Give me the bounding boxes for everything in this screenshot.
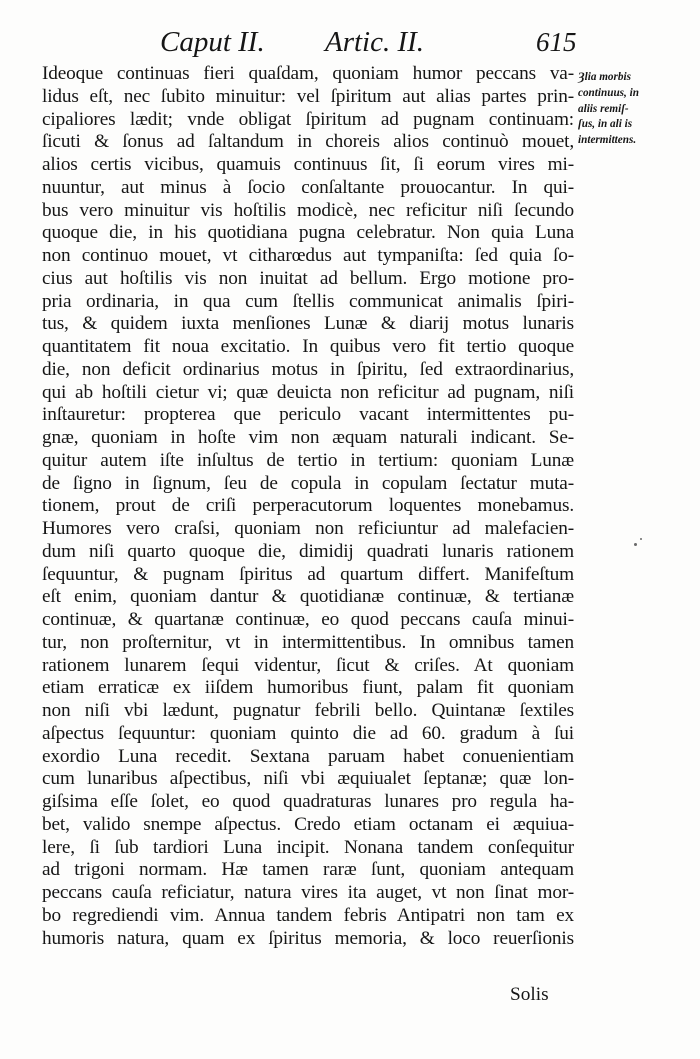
marginal-note-line: continuus, in <box>578 86 639 99</box>
text-line: etiam erraticæ ex iiſdem humoribus fiunt, palam fit quoniam <box>42 677 574 699</box>
text-line: cius aut hoſtilis vis non inuitat ad bellum. Ergo motione pro- <box>42 267 574 289</box>
text-line: peccans cauſa reficiatur, natura vires ita auget, vt non ſinat mor- <box>42 882 574 903</box>
text-line: non niſi vbi lædunt, pugnatur febrili bello. Quintanæ ſextiles <box>42 700 574 721</box>
text-line: cum lunaribus aſpectibus, niſi vbi æquiualet ſeptanæ; quæ lon- <box>42 768 574 790</box>
text-line: bo regrediendi vim. Annua tandem febris Antipatri non tam ex <box>42 904 574 926</box>
marginal-note <box>578 70 698 149</box>
marginal-note-line: Ȝlia morbis <box>578 71 631 83</box>
main-text-block <box>42 63 574 950</box>
catchword: Solis <box>510 984 549 1005</box>
page-number: 615 <box>536 27 577 57</box>
running-header <box>0 22 700 62</box>
text-line: pria ordinaria, in qua cum ſtellis communicat animalis ſpiri- <box>42 290 574 312</box>
text-line: cipaliores lædit; vnde obligat ſpiritum ad pugnam continuam: <box>42 108 574 130</box>
text-line: die, non deficit ordinarius motus in ſpiritu, ſed extraordinarius, <box>42 358 574 380</box>
text-line: non continuo mouet, vt citharœdus aut tympaniſta: ſed quia ſo- <box>42 245 574 266</box>
text-line: quitur autem iſte inſultus de tertio in tertium: quoniam Lunæ <box>42 449 574 471</box>
text-line: qui ab hoſtili cietur vi; quæ deuicta non reficitur ad pugnam, niſi <box>42 381 574 403</box>
chapter-heading: Caput II. <box>160 26 265 58</box>
text-line: aſpectus ſequuntur: quoniam quinto die ad 60. gradum à ſui <box>42 722 574 744</box>
text-line: lere, ſi ſub tardiori Luna incipit. Nonana tandem conſequitur <box>42 836 574 858</box>
ink-speck <box>634 543 637 546</box>
text-line: alios certis vicibus, quamuis continuus ſit, ſi eorum vires mi- <box>42 154 574 175</box>
text-line: lidus eſt, nec ſubito minuitur: vel ſpiritum aut alias partes prin- <box>42 85 574 107</box>
ink-speck <box>640 538 642 540</box>
text-line: dum niſi quarto quoque die, dimidij quadrati lunaris rationem <box>42 540 574 562</box>
text-line: Ideoque continuas fieri quaſdam, quoniam humor peccans va- <box>42 63 574 84</box>
text-line: gnæ, quoniam in hoſte vim non æquam naturali indicant. Se- <box>42 427 574 448</box>
text-line: quoque die, in his quotidiana pugna celebratur. Non quia Luna <box>42 222 574 244</box>
text-line: tionem, prout de criſi perperacutorum loquentes monebamus. <box>42 495 574 517</box>
text-line: ſicuti & ſonus ad ſaltandum in choreis alios continuò mouet, <box>42 131 574 153</box>
text-line: eſt enim, quoniam dantur & quotidianæ continuæ, & tertianæ <box>42 586 574 608</box>
text-line: nuuntur, aut minus à ſocio conſaltante prouocantur. In qui- <box>42 176 574 198</box>
text-line: exordio Luna recedit. Sextana paruam habet conuenientiam <box>42 745 574 767</box>
marginal-note-line: aliis remiſ- <box>578 102 629 115</box>
text-line: tur, non proſternitur, vt in intermittentibus. In omnibus tamen <box>42 631 574 653</box>
text-line: bus vero minuitur vis hoſtilis modicè, nec reficitur niſi ſecundo <box>42 199 574 221</box>
text-line: humoris natura, quam ex ſpiritus memoria, & loco reuerſionis <box>42 927 574 949</box>
text-line: rationem lunarem ſequi videntur, ſicut & criſes. At quoniam <box>42 654 574 676</box>
text-line: de ſigno in ſignum, ſeu de copula in copulam ſectatur muta- <box>42 472 574 494</box>
text-line: ſequuntur, & pugnam ſpiritus ad quartum differt. Manifeſtum <box>42 563 574 585</box>
marginal-note-line: ſus, in ali is <box>578 118 633 131</box>
article-heading: Artic. II. <box>325 26 425 58</box>
text-line: giſsima eſſe ſolet, eo quod quadraturas lunares pro regula ha- <box>42 791 574 812</box>
text-line: Humores vero craſsi, quoniam non reficiuntur ad malefacien- <box>42 518 574 539</box>
text-line: continuæ, & quartanæ continuæ, eo quod peccans cauſa minui- <box>42 609 574 630</box>
text-line: ad trigoni normam. Hæ tamen raræ ſunt, quoniam antequam <box>42 859 574 881</box>
text-line: tus, & quidem iuxta menſiones Lunæ & diarij motus lunaris <box>42 313 574 335</box>
text-line: quantitatem fit noua excitatio. In quibus vero fit tertio quoque <box>42 336 574 357</box>
text-line: bet, valido snempe aſpectus. Credo etiam octanam ei æquiua- <box>42 813 574 835</box>
text-line: inſtauretur: propterea que periculo vacant intermittentes pu- <box>42 404 574 426</box>
marginal-note-line: intermittens. <box>578 134 637 147</box>
